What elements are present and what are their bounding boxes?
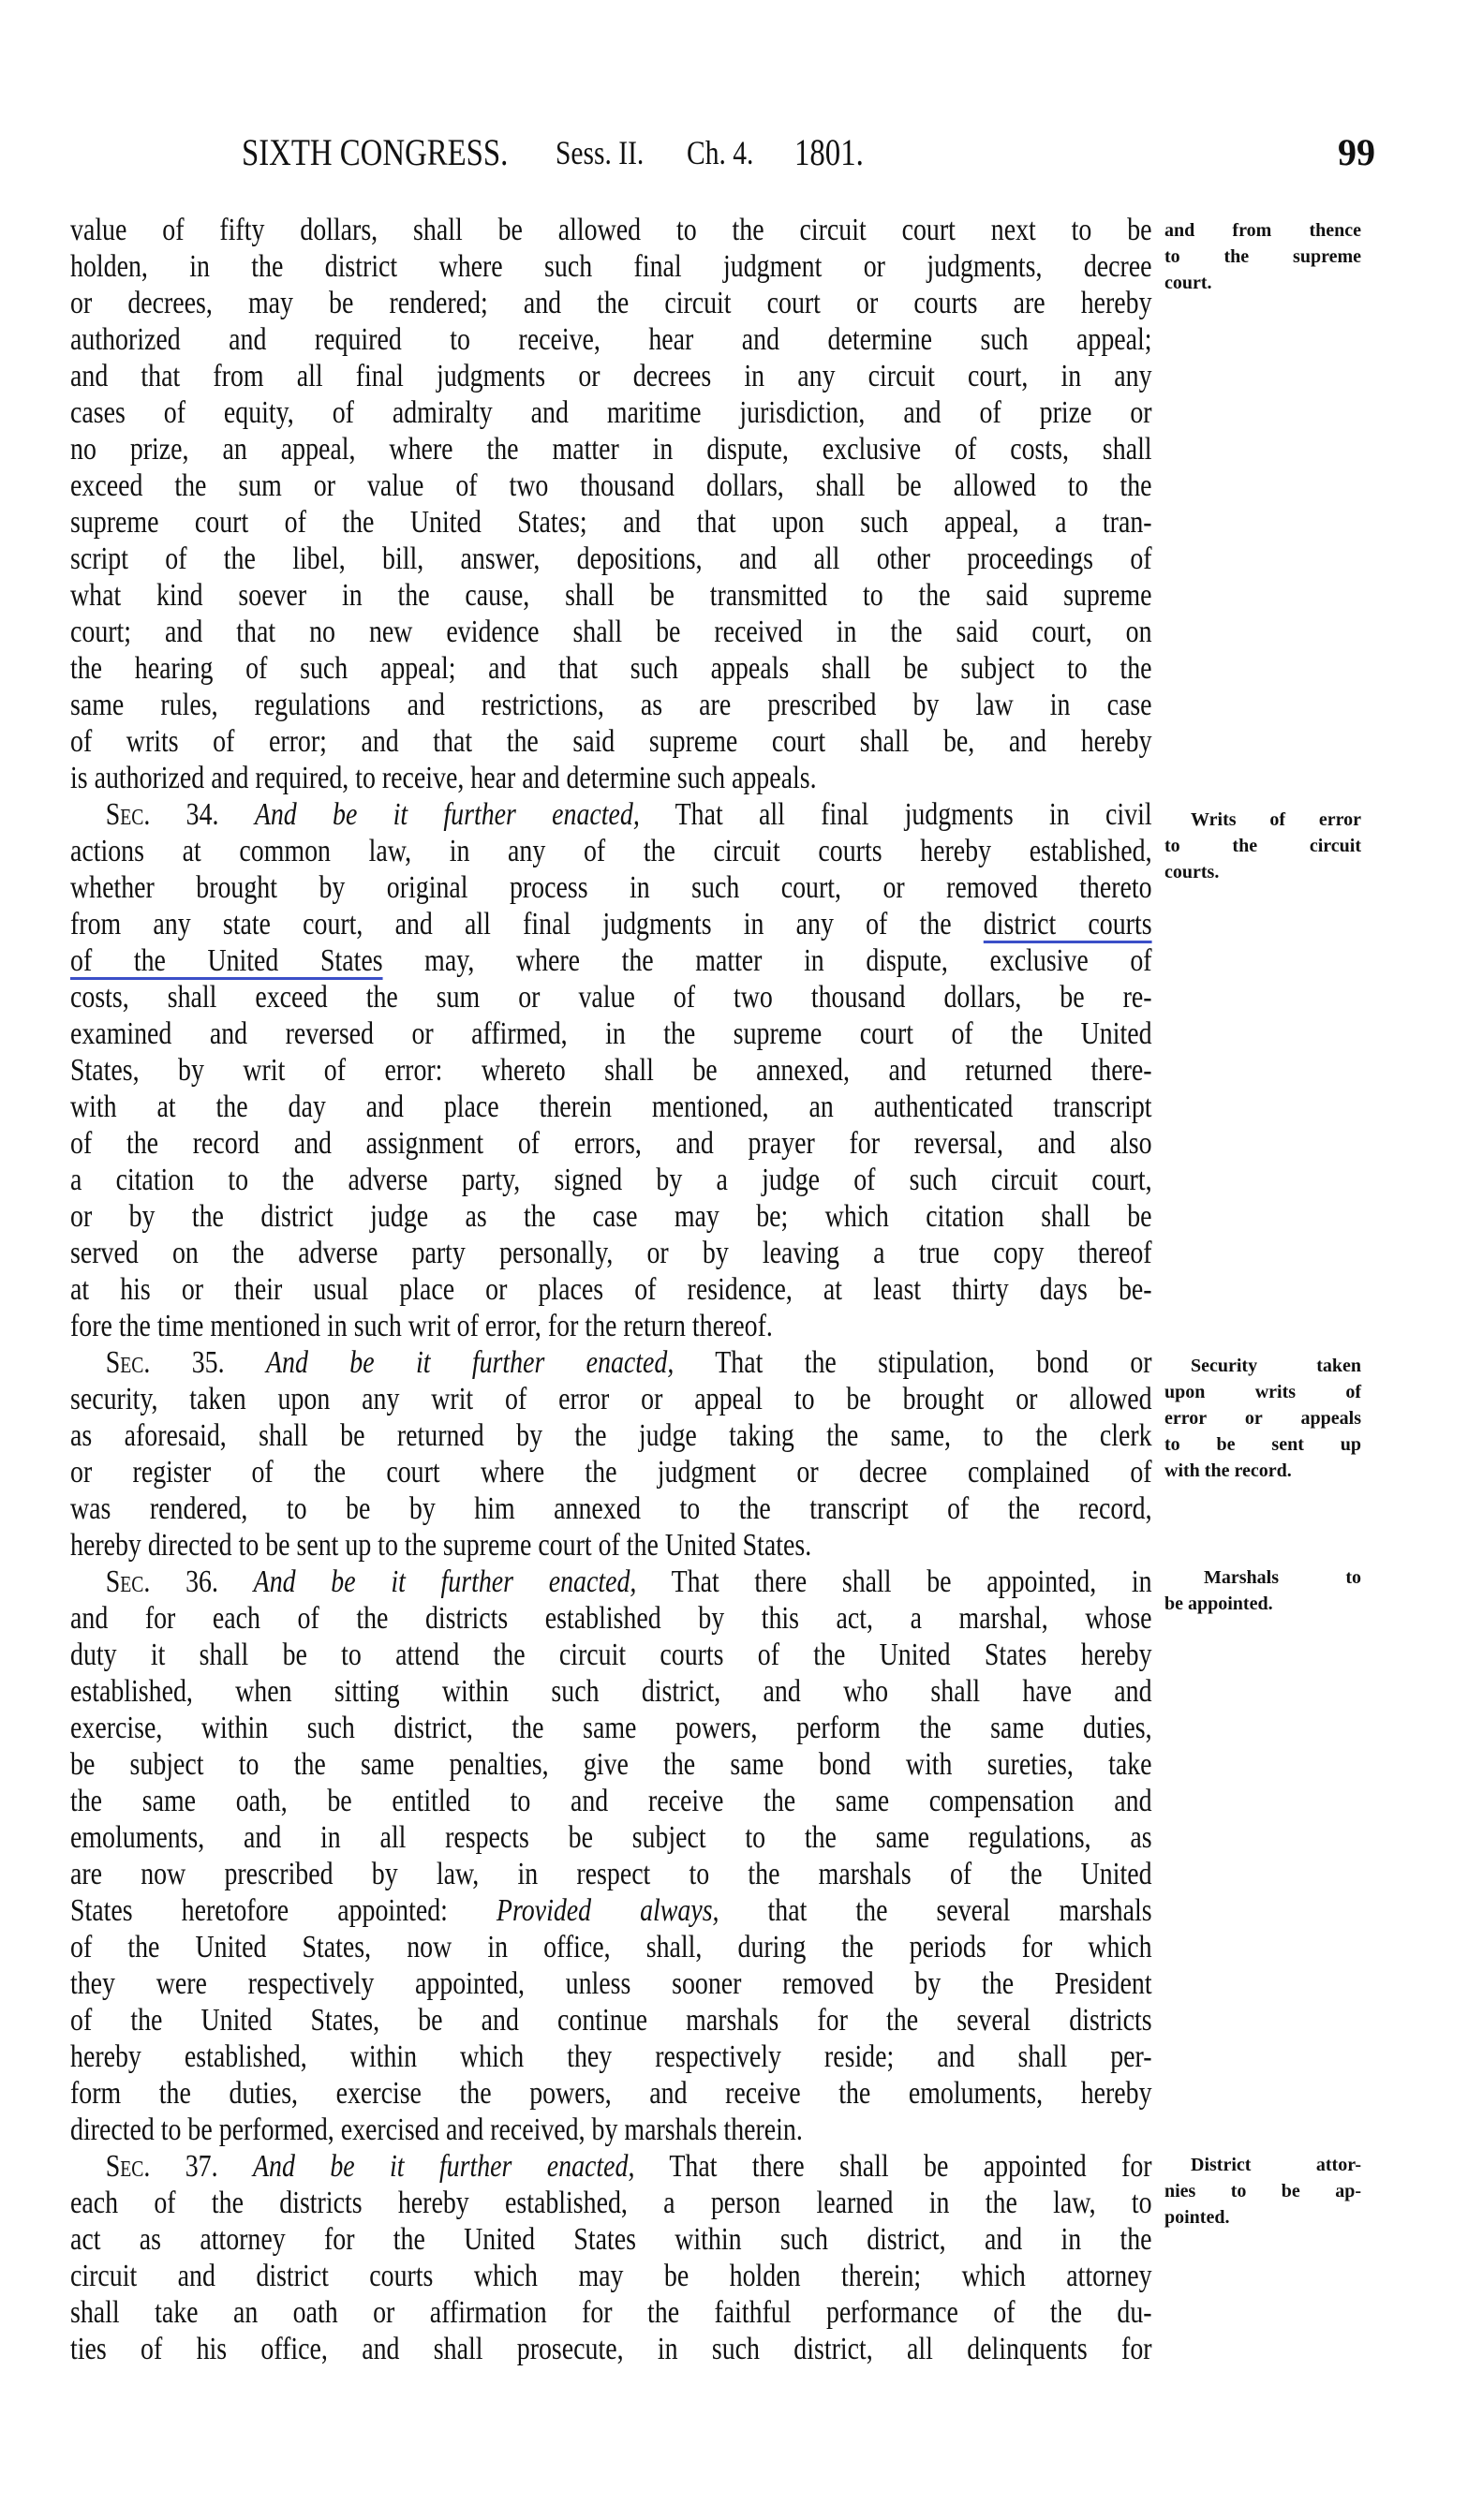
text-line: they were respectively appointed, unless sooner removed by the President	[70, 1966, 1152, 2001]
text-line: States, by writ of error: whereto shall be annexed, and returned there-	[70, 1053, 1152, 1088]
text-line: ties of his office, and shall prosecute, in such district, all delinquents for	[70, 2332, 1152, 2366]
text-line: or decrees, may be rendered; and the circuit court or courts are hereby	[70, 286, 1152, 320]
text-line: script of the libel, bill, answer, depositions, and all other proceedings of	[70, 541, 1152, 576]
text-line: hereby established, within which they respectively reside; and shall per-	[70, 2039, 1152, 2074]
session-label: Sess. II.	[556, 134, 645, 171]
section-36	[70, 1564, 1152, 2148]
note-line: courts.	[1164, 862, 1220, 882]
text-run: may, where the matter in dispute, exclusive of	[424, 943, 1152, 978]
text-line: directed to be performed, exercised and received, by marshals therein.	[70, 2112, 803, 2147]
text-line: was rendered, to be by him annexed to the transcript of the record,	[70, 1491, 1152, 1526]
text-line	[70, 1892, 1152, 1929]
note-line: court.	[1164, 273, 1212, 293]
section-heading-line	[70, 796, 1152, 833]
text-line: value of fifty dollars, shall be allowed to the circuit court next to be	[70, 213, 1152, 247]
congress-title: SIXTH CONGRESS.	[242, 131, 509, 173]
year-label: 1801.	[794, 131, 864, 173]
section-label: Sec. 37.	[105, 2149, 218, 2184]
note-line: to the supreme	[1164, 246, 1361, 267]
text-line: the hearing of such appeal; and that such appeals shall be subject to the	[70, 651, 1152, 686]
text-line: authorized and required to receive, hear and determine such appeal;	[70, 322, 1152, 357]
text-line: emoluments, and in all respects be subject to the same regulations, as	[70, 1820, 1152, 1855]
text-line: of writs of error; and that the said supreme court shall be, and hereby	[70, 724, 1152, 759]
note-line: Writs of error	[1191, 809, 1361, 830]
section-37	[70, 2148, 1152, 2367]
text-line: costs, shall exceed the sum or value of two thousand dollars, be re-	[70, 980, 1152, 1015]
enacting-clause: And be it further enacted,	[265, 1345, 675, 1380]
text-line: shall take an oath or affirmation for the faithful performance of the du-	[70, 2295, 1152, 2330]
text-line: with at the day and place therein mentioned, an authenticated transcript	[70, 1090, 1152, 1124]
text-line: hereby directed to be sent up to the supreme court of the United States.	[70, 1528, 812, 1563]
text-line: no prize, an appeal, where the matter in dispute, exclusive of costs, shall	[70, 432, 1152, 467]
text-run: that the several marshals	[767, 1893, 1152, 1928]
text-run: That all final judgments in civil	[675, 797, 1152, 832]
text-line: whether brought by original process in such court, or removed thereto	[70, 870, 1152, 905]
note-line: with the record.	[1164, 1460, 1292, 1481]
enacting-clause: And be it further enacted,	[253, 1564, 637, 1599]
text-line: same rules, regulations and restrictions, as are prescribed by law in case	[70, 688, 1152, 722]
text-line: is authorized and required, to receive, hear and determine such appeals.	[70, 761, 817, 795]
text-line: security, taken upon any writ of error or appeal to be brought or allowed	[70, 1382, 1152, 1416]
section-heading-line	[70, 2148, 1152, 2185]
text-line: of the United States, be and continue marshals for the several districts	[70, 2003, 1152, 2038]
highlighted-phrase-part-2: of the United States	[70, 943, 383, 978]
margin-note-marshals	[1164, 1564, 1361, 1617]
section-34	[70, 796, 1152, 1344]
text-run: That there shall be appointed for	[669, 2149, 1152, 2184]
text-line: be subject to the same penalties, give the same bond with sureties, take	[70, 1747, 1152, 1782]
text-line: or by the district judge as the case may be; which citation shall be	[70, 1199, 1152, 1234]
text-line: holden, in the district where such final judgment or judgments, decree	[70, 249, 1152, 284]
note-line: to the circuit	[1164, 836, 1361, 856]
text-line: supreme court of the United States; and that upon such appeal, a tran-	[70, 505, 1152, 540]
note-line: and from thence	[1164, 220, 1361, 241]
text-line: act as attorney for the United States within such district, and in the	[70, 2222, 1152, 2257]
text-line	[70, 906, 1152, 942]
text-line: of the record and assignment of errors, and prayer for reversal, and also	[70, 1126, 1152, 1161]
highlighted-phrase-part-1: district courts	[983, 907, 1152, 941]
text-run: from any state court, and all final judgments in any of the	[70, 907, 952, 941]
text-line: circuit and district courts which may be holden therein; which attorney	[70, 2259, 1152, 2293]
text-line: court; and that no new evidence shall be received in the said court, on	[70, 615, 1152, 649]
text-line: and for each of the districts established by this act, a marshal, whose	[70, 1601, 1152, 1636]
section-label: Sec. 36.	[105, 1564, 218, 1599]
text-line: the same oath, be entitled to and receive the same compensation and	[70, 1784, 1152, 1818]
body-text	[70, 212, 1152, 2367]
margin-note-appeal-supreme-court	[1164, 217, 1361, 296]
text-line: a citation to the adverse party, signed by a judge of such circuit court,	[70, 1163, 1152, 1197]
section-label: Sec. 35.	[105, 1345, 225, 1380]
text-line: exercise, within such district, the same powers, perform the same duties,	[70, 1711, 1152, 1745]
text-line: actions at common law, in any of the circuit courts hereby established,	[70, 834, 1152, 868]
section-35	[70, 1344, 1152, 1564]
text-run: That the stipulation, bond or	[715, 1345, 1152, 1380]
note-line: nies to be ap-	[1164, 2181, 1361, 2201]
section-heading-line	[70, 1564, 1152, 1600]
text-line: duty it shall be to attend the circuit courts of the United States hereby	[70, 1638, 1152, 1672]
text-line: at his or their usual place or places of residence, at least thirty days be-	[70, 1272, 1152, 1307]
page-number: 99	[1338, 131, 1375, 173]
section-heading-line	[70, 1344, 1152, 1381]
text-line	[70, 942, 1152, 979]
text-line: as aforesaid, shall be returned by the judge taking the same, to the clerk	[70, 1418, 1152, 1453]
proviso-clause: Provided always,	[496, 1893, 719, 1928]
note-line: Security taken	[1191, 1356, 1361, 1376]
note-line: be appointed.	[1164, 1594, 1273, 1614]
text-line: established, when sitting within such district, and who shall have and	[70, 1674, 1152, 1709]
running-header	[242, 131, 1375, 174]
text-line: cases of equity, of admiralty and maritime jurisdiction, and of prize or	[70, 395, 1152, 430]
note-line: District attor-	[1191, 2155, 1361, 2175]
note-line: error or appeals	[1164, 1408, 1361, 1429]
margin-note-writs-of-error	[1164, 807, 1361, 885]
text-line: exceed the sum or value of two thousand dollars, shall be allowed to the	[70, 468, 1152, 503]
text-line: are now prescribed by law, in respect to the marshals of the United	[70, 1857, 1152, 1891]
text-line: and that from all final judgments or decrees in any circuit court, in any	[70, 359, 1152, 393]
text-line: each of the districts hereby established, a person learned in the law, to	[70, 2186, 1152, 2220]
note-line: Marshals to	[1204, 1567, 1361, 1588]
paragraph-continuation	[70, 212, 1152, 796]
text-line: form the duties, exercise the powers, and receive the emoluments, hereby	[70, 2076, 1152, 2111]
text-line: or register of the court where the judgment or decree complained of	[70, 1455, 1152, 1490]
margin-note-district-attorneys	[1164, 2152, 1361, 2231]
enacting-clause: And be it further enacted,	[254, 797, 640, 832]
text-line: fore the time mentioned in such writ of error, for the return thereof.	[70, 1309, 773, 1343]
note-line: upon writs of	[1164, 1382, 1361, 1402]
note-line: to be sent up	[1164, 1434, 1361, 1455]
enacting-clause: And be it further enacted,	[253, 2149, 635, 2184]
chapter-label: Ch. 4.	[687, 134, 754, 171]
text-line: of the United States, now in office, shall, during the periods for which	[70, 1930, 1152, 1964]
text-line: what kind soever in the cause, shall be transmitted to the said supreme	[70, 578, 1152, 613]
text-run: States heretofore appointed:	[70, 1893, 448, 1928]
section-label: Sec. 34.	[105, 797, 219, 832]
text-line: served on the adverse party personally, or by leaving a true copy thereof	[70, 1236, 1152, 1270]
text-run: That there shall be appointed, in	[671, 1564, 1152, 1599]
margin-note-security-taken	[1164, 1353, 1361, 1484]
text-line: examined and reversed or affirmed, in the supreme court of the United	[70, 1016, 1152, 1051]
note-line: pointed.	[1164, 2207, 1230, 2228]
